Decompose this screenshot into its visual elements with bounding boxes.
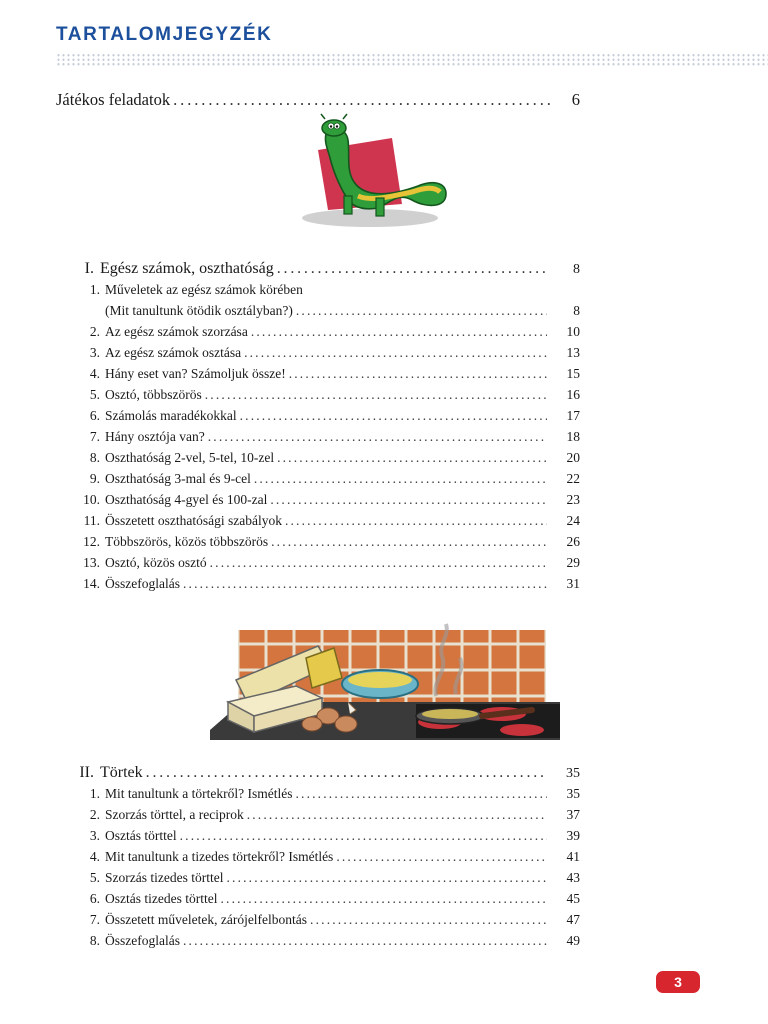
- toc-entry-page: 15: [566, 366, 580, 381]
- chapter-page: 35: [566, 766, 580, 781]
- leader-dots: [208, 429, 547, 445]
- toc-entry-page: 8: [573, 303, 580, 318]
- chapter-name: Törtek: [100, 764, 143, 781]
- chapter-name: Egész számok, oszthatóság: [100, 260, 274, 277]
- toc-entry[interactable]: [78, 870, 580, 886]
- toc-entry-page: 16: [566, 387, 580, 402]
- leader-dots: [226, 870, 547, 886]
- leader-dots: [310, 912, 547, 928]
- chapter-number: II.: [79, 764, 94, 781]
- dotted-header-rule: [56, 53, 768, 67]
- toc-entry[interactable]: [78, 303, 580, 319]
- toc-entry-number: 4.: [89, 366, 100, 381]
- toc-entry-title: [78, 345, 241, 361]
- toc-entry-label: Osztás tizedes törttel: [105, 891, 218, 906]
- toc-entry[interactable]: [78, 891, 580, 907]
- toc-entry-title: [78, 534, 268, 550]
- toc-entry-number: 7.: [89, 429, 100, 444]
- toc-entry[interactable]: [78, 933, 580, 949]
- toc-entry-label: Számolás maradékokkal: [105, 408, 237, 423]
- toc-entry-title: [78, 555, 207, 571]
- toc-entry[interactable]: [78, 471, 580, 487]
- toc-entry-first-line: [78, 282, 303, 298]
- toc-entry-page: 24: [566, 513, 580, 528]
- leader-dots: [173, 90, 551, 110]
- page-number-badge: 3: [656, 971, 700, 993]
- toc-entry[interactable]: [78, 366, 580, 382]
- toc-entry-intro[interactable]: [56, 90, 580, 110]
- toc-entry-label: Osztás törttel: [105, 828, 177, 843]
- toc-entry-title: [78, 303, 293, 319]
- toc-entry[interactable]: [78, 387, 580, 403]
- toc-entry-number: 11.: [83, 513, 100, 528]
- leader-dots: [210, 555, 547, 571]
- toc-entry-label: Mit tanultunk a törtekről? Ismétlés: [105, 786, 293, 801]
- toc-entry-page: 6: [571, 90, 580, 109]
- toc-entry[interactable]: [78, 534, 580, 550]
- toc-entry-label: Oszthatóság 2-vel, 5-tel, 10-zel: [105, 450, 275, 465]
- toc-entry-label: Összetett műveletek, zárójelfelbontás: [105, 912, 308, 927]
- toc-entry-page: 47: [566, 912, 580, 927]
- leader-dots: [254, 471, 547, 487]
- toc-entry-page: 49: [566, 933, 580, 948]
- toc-entry[interactable]: [78, 429, 580, 445]
- toc-entry-number: 5.: [89, 387, 100, 402]
- toc-entry-page: 45: [566, 891, 580, 906]
- toc-entry-label: Oszthatóság 4-gyel és 100-zal: [105, 492, 268, 507]
- toc-entry-continuation: (Mit tanultunk ötödik osztályban?): [105, 303, 293, 318]
- kitchen-illustration: [210, 618, 560, 742]
- toc-chapter-2[interactable]: [50, 764, 580, 782]
- toc-entry[interactable]: [78, 828, 580, 844]
- toc-entry-page: 20: [566, 450, 580, 465]
- toc-entry-title: [78, 807, 244, 823]
- toc-entry-page: 29: [566, 555, 580, 570]
- toc-entry-number: 9.: [89, 471, 100, 486]
- leader-dots: [289, 366, 547, 382]
- toc-entry-label: Osztó, többszörös: [105, 387, 202, 402]
- toc-entry[interactable]: [78, 324, 580, 340]
- toc-entry-page: 13: [566, 345, 580, 360]
- toc-entry-title: [78, 870, 223, 886]
- toc-entry-number: 13.: [83, 555, 100, 570]
- leader-dots: [183, 933, 547, 949]
- toc-entry[interactable]: [78, 807, 580, 823]
- toc-entry-label: Többszörös, közös többszörös: [105, 534, 269, 549]
- toc-entry-title: [78, 576, 180, 592]
- toc-entry-title: [78, 450, 274, 466]
- toc-entry-label: Összefoglalás: [105, 933, 180, 948]
- toc-entry-number: 8.: [89, 450, 100, 465]
- toc-entry-title: [78, 366, 286, 382]
- toc-entry-page: 17: [566, 408, 580, 423]
- toc-entry-page: 35: [566, 786, 580, 801]
- toc-entry-number: 7.: [89, 912, 100, 927]
- toc-entry[interactable]: [78, 912, 580, 928]
- toc-entry-number: 10.: [83, 492, 100, 507]
- toc-entry-page: 23: [566, 492, 580, 507]
- chapter-title: [50, 764, 143, 782]
- toc-entry[interactable]: [78, 555, 580, 571]
- leader-dots: [205, 387, 547, 403]
- leader-dots: [240, 408, 547, 424]
- toc-entry-label: Az egész számok osztása: [105, 345, 242, 360]
- toc-entry-number: 8.: [89, 933, 100, 948]
- toc-entry-title: [78, 849, 333, 865]
- toc-entry-page: 43: [566, 870, 580, 885]
- leader-dots: [180, 828, 547, 844]
- leader-dots: [336, 849, 547, 865]
- leader-dots: [296, 303, 547, 319]
- toc-entry-number: 12.: [83, 534, 100, 549]
- toc-entry-number: 14.: [83, 576, 100, 591]
- leader-dots: [285, 513, 547, 529]
- toc-entry-number: 1.: [89, 282, 100, 297]
- leader-dots: [295, 786, 547, 802]
- toc-entry-number: 2.: [89, 807, 100, 822]
- toc-entry-number: 3.: [89, 828, 100, 843]
- toc-entry-label: Szorzás törttel, a reciprok: [105, 807, 244, 822]
- toc-entry-title: [78, 933, 180, 949]
- toc-entry-page: 31: [566, 576, 580, 591]
- toc-entry-title: [78, 828, 177, 844]
- toc-entry-number: 4.: [89, 849, 100, 864]
- toc-entry-page: 18: [566, 429, 580, 444]
- chapter-page: 8: [573, 262, 580, 277]
- toc-entry-label: Osztó, közös osztó: [105, 555, 207, 570]
- leader-dots: [277, 450, 547, 466]
- leader-dots: [251, 324, 547, 340]
- leader-dots: [183, 576, 547, 592]
- toc-entry-page: 10: [566, 324, 580, 339]
- toc-entry-number: 6.: [89, 408, 100, 423]
- toc-entry-title: [78, 786, 292, 802]
- toc-entry-label: Mit tanultunk a tizedes törtekről? Ismétlés: [105, 849, 334, 864]
- toc-entry-label: Játékos feladatok: [56, 90, 171, 109]
- toc-entry[interactable]: [78, 450, 580, 466]
- leader-dots: [146, 764, 547, 782]
- leader-dots: [277, 260, 547, 278]
- toc-entry[interactable]: [78, 849, 580, 865]
- toc-entry-title: [78, 429, 205, 445]
- toc-entry-label: Hány osztója van?: [105, 429, 205, 444]
- toc-entry[interactable]: [78, 408, 580, 424]
- toc-entry-page: 22: [566, 471, 580, 486]
- toc-entry-label: Összetett oszthatósági szabályok: [105, 513, 282, 528]
- dinosaur-illustration: [300, 112, 460, 230]
- toc-entry-label: Oszthatóság 3-mal és 9-cel: [105, 471, 251, 486]
- toc-entry[interactable]: [78, 492, 580, 508]
- toc-entry-number: 1.: [89, 786, 100, 801]
- chapter-title: [50, 260, 274, 278]
- toc-entry-title: [78, 492, 267, 508]
- toc-entry-page: 39: [566, 828, 580, 843]
- toc-entry-title: [78, 513, 282, 529]
- toc-entry-number: 2.: [89, 324, 100, 339]
- toc-entry[interactable]: [78, 513, 580, 529]
- toc-entry-number: 3.: [89, 345, 100, 360]
- leader-dots: [247, 807, 547, 823]
- toc-entry-label: Műveletek az egész számok körében: [105, 282, 303, 297]
- toc-entry-title: [78, 408, 237, 424]
- toc-entry-page: 41: [566, 849, 580, 864]
- leader-dots: [270, 492, 547, 508]
- page-title: TARTALOMJEGYZÉK: [56, 24, 273, 45]
- toc-entry-label: Összefoglalás: [105, 576, 180, 591]
- toc-entry[interactable]: [78, 345, 580, 361]
- leader-dots: [244, 345, 547, 361]
- toc-entry[interactable]: [78, 786, 580, 802]
- toc-entry[interactable]: [78, 576, 580, 592]
- toc-entry-title: [78, 891, 217, 907]
- toc-entry-number: 6.: [89, 891, 100, 906]
- toc-entry-page: 37: [566, 807, 580, 822]
- toc-entry-title: [78, 471, 251, 487]
- toc-entry-number: 5.: [89, 870, 100, 885]
- toc-entry-label: Az egész számok szorzása: [105, 324, 248, 339]
- leader-dots: [220, 891, 547, 907]
- toc-entry-title: [78, 324, 248, 340]
- toc-entry-title: [78, 912, 307, 928]
- toc-entry-label: Hány eset van? Számoljuk össze!: [105, 366, 286, 381]
- toc-entry-title: [78, 387, 202, 403]
- toc-entry-page: 26: [566, 534, 580, 549]
- chapter-number: I.: [84, 260, 94, 277]
- toc-entry-label: Szorzás tizedes törttel: [105, 870, 224, 885]
- toc-chapter-1[interactable]: [50, 260, 580, 278]
- leader-dots: [271, 534, 547, 550]
